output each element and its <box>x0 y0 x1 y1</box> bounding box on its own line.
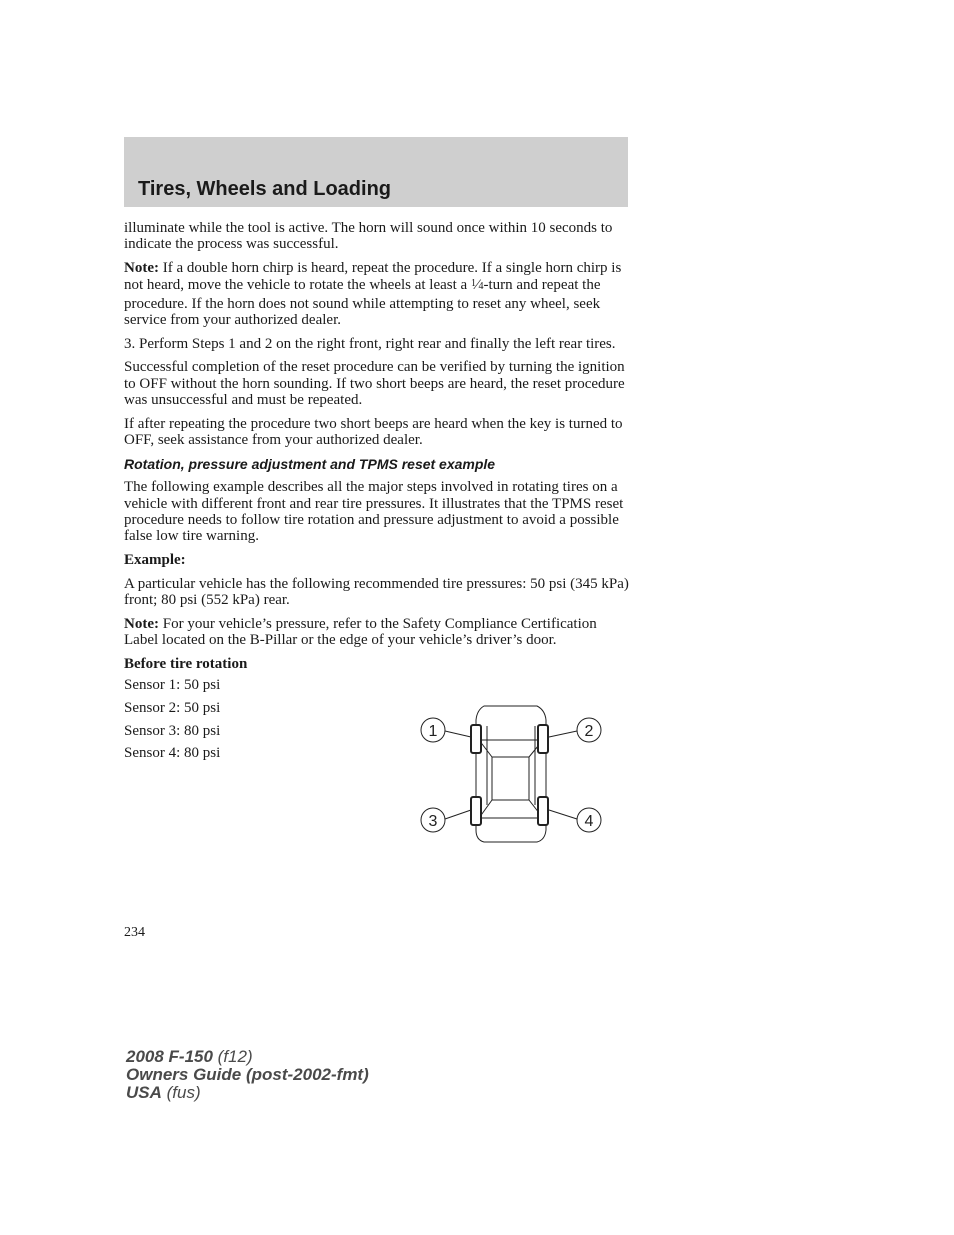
fraction-numerator: 1 <box>470 278 476 290</box>
document-footer <box>126 1048 369 1102</box>
section-header <box>124 137 628 207</box>
paragraph: A particular vehicle has the following recommended tire pressures: 50 psi (345 kPa) front; 80 psi (552 kPa) rear. <box>124 575 629 609</box>
note-label: Note: <box>124 615 159 632</box>
note-label: Note: <box>124 260 159 276</box>
note-text: For your vehicle’s pressure, refer to the Safety Compliance Certification Label located on the B-Pillar or the edge of your vehicle’s driver’s door. <box>124 615 597 649</box>
sensor-item: Sensor 4: 80 psi <box>124 745 221 762</box>
sensor-item: Sensor 1: 50 psi <box>124 677 221 694</box>
before-rotation-heading <box>124 656 630 672</box>
footer-model: 2008 F-150 <box>126 1047 213 1066</box>
paragraph: Successful completion of the reset procedure can be verified by turning the ignition to OFF without the horn sounding. If two short beeps are heard, the reset procedure was unsuccessful and must be repeated. <box>124 359 625 409</box>
example-label <box>124 552 630 568</box>
footer-line-2 <box>126 1066 369 1084</box>
footer-line-3 <box>126 1084 369 1102</box>
callout-label-4: 4 <box>584 813 594 830</box>
fraction-denominator: 4 <box>478 281 484 293</box>
example-label-text: Example: <box>124 552 186 569</box>
paragraph: If after repeating the procedure two short beeps are heard when the key is turned to OFF, seek assistance from your authorized dealer. <box>124 415 623 449</box>
vehicle-tire-diagram <box>412 700 612 845</box>
cabin-outline <box>492 757 529 800</box>
footer-line-1 <box>126 1048 369 1066</box>
paragraph: illuminate while the tool is active. The horn will sound once within 10 seconds to indicate the process was successful. <box>124 220 613 253</box>
footer-guide: Owners Guide (post-2002-fmt) <box>126 1065 369 1084</box>
footer-model-code: (f12) <box>212 1047 253 1066</box>
footer-market-code: (fus) <box>161 1083 201 1102</box>
sensor-item: Sensor 2: 50 psi <box>124 699 221 716</box>
section-title: Tires, Wheels and Loading <box>138 178 392 200</box>
callout-label-2: 2 <box>584 723 594 740</box>
note-paragraph <box>124 616 630 649</box>
tire-front-left <box>471 725 481 753</box>
sensor-item: Sensor 3: 80 psi <box>124 722 221 739</box>
note-paragraph: Note: If a double horn chirp is heard, repeat the procedure. If a single horn chirp is not heard, move the vehicle to rotate the wheels at least a $^1$⁄4-turn and repeat the procedure. If the horn does not sound while attempting to reset any wheel, seek service from your authorized dealer. <box>124 260 622 329</box>
before-rotation-text: Before tire rotation <box>124 655 248 672</box>
body-content <box>124 220 630 768</box>
tire-rear-left <box>471 797 481 825</box>
paragraph: The following example describes all the major steps involved in rotating tires on a vehicle with different front and rear tire pressures. It illustrates that the TPMS reset procedure needs to follow tire rotation and pressure adjustment to avoid a possible false low tire warning. <box>124 479 624 545</box>
paragraph: 3. Perform Steps 1 and 2 on the right front, right rear and finally the left rear tires. <box>124 335 616 352</box>
note-text-b: -turn and repeat the procedure. If the horn does not sound while attempting to reset any wheel, seek service from your authorized dealer. <box>124 277 601 329</box>
tire-front-right <box>538 725 548 753</box>
subheading: Rotation, pressure adjustment and TPMS reset example <box>124 455 496 472</box>
callout-label-3: 3 <box>428 813 438 830</box>
page-number: 234 <box>124 925 145 940</box>
callout-label-1: 1 <box>428 723 438 740</box>
footer-market: USA <box>126 1083 162 1102</box>
tire-rear-right <box>538 797 548 825</box>
note-text-a: If a double horn chirp is heard, repeat the procedure. If a single horn chirp is not heard, move the vehicle to rotate the wheels at least a <box>124 260 622 294</box>
